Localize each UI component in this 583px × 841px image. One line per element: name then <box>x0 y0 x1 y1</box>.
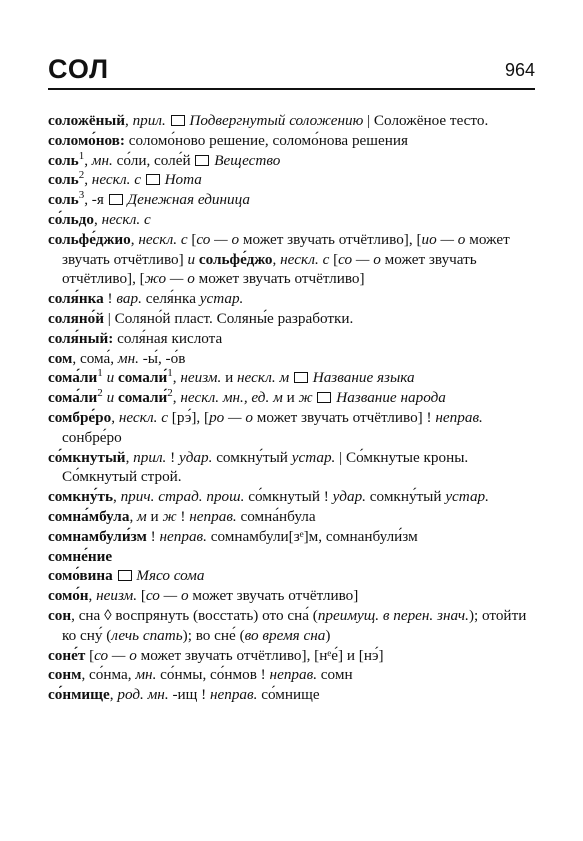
label-italic: прил. <box>133 448 167 466</box>
dictionary-body <box>48 111 535 705</box>
label-italic: Денежная единица <box>123 191 250 209</box>
homonym-index: 1 <box>97 367 103 380</box>
label-italic: неправ. <box>269 666 317 684</box>
page-header <box>48 54 535 84</box>
page-number: 964 <box>504 60 535 80</box>
label-italic: неизм. <box>180 369 222 387</box>
entry-text: ); отойти ко сну́ ( <box>62 606 527 644</box>
entry-text: и <box>221 369 238 387</box>
entry-text: , сна ◊ воспрянуть (восстать) ото сна́ ( <box>71 606 318 624</box>
dictionary-entry <box>48 448 535 488</box>
label-italic: Подвергнутый соложению <box>185 112 364 129</box>
dictionary-entry <box>48 388 535 408</box>
label-italic: Вещество <box>210 151 281 169</box>
entry-text: ); во сне́ ( <box>182 626 245 644</box>
headword: соляно́й <box>48 309 104 327</box>
label-italic: преимущ. в перен. знач. <box>317 606 469 624</box>
entry-text: со́мкнутый ! <box>244 488 333 506</box>
entry-text: может звучать отчётливо], [нᵉе́] и [нэ́] <box>136 646 384 664</box>
dictionary-entry <box>48 131 535 151</box>
label-italic: со — о <box>338 250 381 268</box>
label-italic: неправ. <box>435 408 483 426</box>
dictionary-entry <box>48 507 535 527</box>
label-italic: ж <box>298 389 313 407</box>
label-italic: прил. <box>132 112 166 129</box>
headword: соля́нка <box>48 290 104 308</box>
headword: сома́ли <box>48 389 98 407</box>
label-italic: удар. <box>332 488 366 506</box>
dictionary-entry <box>48 487 535 507</box>
entry-text: селя́нка <box>141 290 200 308</box>
label-italic: удар. <box>179 448 213 466</box>
entry-text: , <box>109 686 118 704</box>
label-italic: устар. <box>445 488 489 506</box>
header-rule <box>48 88 535 90</box>
dictionary-entry <box>48 190 535 210</box>
headword: со́мкнутый <box>48 448 126 466</box>
headword: соля́ный: <box>48 329 114 347</box>
entry-text: и <box>146 507 163 525</box>
entry-text: , <box>93 210 102 228</box>
label-italic: ро — о <box>209 408 253 426</box>
definition-box-icon <box>109 194 123 205</box>
label-italic: нескл. с <box>91 171 141 189</box>
entry-text: сомн <box>317 666 353 684</box>
homonym-index: 2 <box>97 387 103 400</box>
entry-text: соломо́ново решение, соломо́нова решения <box>124 131 408 149</box>
entry-text: сомнамбули[зᵉ]м, сомнанбули́зм <box>206 527 418 545</box>
label-italic: Название языка <box>308 369 415 387</box>
entry-text: , <box>125 448 134 466</box>
label-italic: лечь спать <box>111 626 183 644</box>
label-italic: неправ. <box>209 686 258 704</box>
dictionary-entry <box>48 210 535 230</box>
entry-text: может звучать отчётливо] <box>62 230 510 268</box>
entry-text: сомкну́тый <box>365 488 446 506</box>
entry-text: [ <box>137 587 146 605</box>
homonym-index: 2 <box>167 387 173 400</box>
headword: сомо́вина <box>48 567 113 585</box>
entry-text: , со́нма, <box>81 666 136 684</box>
headword: соломо́нов: <box>48 131 125 149</box>
label-italic: мн. <box>91 151 113 169</box>
entry-text: может звучать отчётливо], [ <box>239 230 422 248</box>
label-italic: мн. <box>117 349 139 367</box>
entry-text: со́нмы, со́нмов ! <box>156 666 270 684</box>
entry-text: [ <box>329 250 339 268</box>
headword: сомали́ <box>117 369 168 387</box>
headword: сонм <box>48 666 82 684</box>
dictionary-entry <box>48 230 535 289</box>
label-italic: ио — о <box>421 230 466 248</box>
label-italic: ж <box>162 507 177 525</box>
entry-text: | Со́мкнутые кроны. Со́мкнутый строй. <box>62 448 469 486</box>
headword: со́льдо <box>48 210 94 228</box>
dictionary-entry <box>48 349 535 369</box>
dictionary-entry <box>48 646 535 666</box>
dictionary-entry <box>48 111 535 131</box>
entry-text: ! <box>166 448 180 466</box>
running-head: СОЛ <box>48 54 110 84</box>
entry-text: ! <box>146 527 160 545</box>
label-italic: и <box>187 250 196 268</box>
entry-text: и <box>282 389 299 407</box>
entry-text: | Соляно́й пласт. Соляны́е разработки. <box>103 309 354 327</box>
headword: сомна́мбула <box>48 507 130 525</box>
label-italic: нескл. с <box>118 408 168 426</box>
label-italic: нескл. с <box>138 230 188 248</box>
label-italic: и <box>106 389 115 407</box>
dictionary-entry <box>48 368 535 388</box>
headword: сомали́ <box>117 389 168 407</box>
entry-text <box>166 112 170 129</box>
homonym-index: 3 <box>78 189 85 202</box>
entry-text: , <box>84 171 92 189</box>
label-italic: мн. <box>135 666 157 684</box>
headword: соложёный <box>48 112 125 129</box>
headword: сомо́н <box>48 587 89 605</box>
dictionary-entry <box>48 408 535 448</box>
headword: сомкну́ть <box>48 488 113 506</box>
entry-text: сомна́нбула <box>236 507 316 525</box>
label-italic: неправ. <box>159 527 207 545</box>
entry-text: соля́ная кислота <box>113 329 223 347</box>
entry-text: со́ли, соле́й <box>112 151 195 169</box>
headword: сольфе́джо <box>198 250 273 268</box>
entry-text: ! <box>176 507 190 525</box>
label-italic: во время сна <box>244 626 326 644</box>
label-italic: Мясо сома <box>132 567 205 585</box>
entry-text: -ищ ! <box>168 686 210 704</box>
label-italic: со — о <box>145 587 189 605</box>
dictionary-entry <box>48 309 535 329</box>
headword: соль <box>48 171 79 189</box>
definition-box-icon <box>118 570 132 581</box>
dictionary-entry <box>48 151 535 171</box>
entry-text <box>113 567 117 584</box>
dictionary-entry <box>48 665 535 685</box>
headword: сом <box>48 349 73 367</box>
entry-text: может звучать отчётливо] <box>188 587 359 605</box>
entry-text: | Соложёное тесто. <box>363 112 489 129</box>
headword: сома́ли <box>48 369 98 387</box>
entry-text: , <box>88 587 97 605</box>
entry-text: , <box>172 389 181 407</box>
label-italic: устар. <box>291 448 336 466</box>
headword: сомнамбули́зм <box>48 527 147 545</box>
headword: сольфе́джио <box>48 230 131 248</box>
dictionary-entry <box>48 329 535 349</box>
label-italic: неизм. <box>96 587 138 605</box>
homonym-index: 2 <box>78 169 85 182</box>
entry-text <box>289 369 293 386</box>
entry-text: может звучать отчётливо] ! <box>252 408 436 426</box>
label-italic: нескл. м <box>237 369 290 387</box>
label-italic: Название народа <box>332 389 446 407</box>
entry-text: , <box>272 250 281 268</box>
label-italic: Нота <box>160 171 202 189</box>
entry-text: [рэ́], [ <box>168 408 210 426</box>
label-italic: м <box>137 507 147 525</box>
label-italic: жо — о <box>144 270 195 288</box>
label-italic: нескл. мн., ед. м <box>180 389 283 407</box>
homonym-index: 1 <box>167 367 173 380</box>
label-italic: род. мн. <box>117 686 169 704</box>
entry-text: может звучать отчётливо], [ <box>62 250 477 288</box>
entry-text: , <box>124 112 133 129</box>
entry-text: , сома́, <box>72 349 118 367</box>
entry-text: сонбре́ро <box>62 428 122 446</box>
dictionary-entry <box>48 566 535 586</box>
label-italic: и <box>106 369 115 387</box>
entry-text: , <box>129 507 138 525</box>
label-italic: со — о <box>94 646 137 664</box>
entry-text <box>313 389 317 406</box>
entry-text: , <box>130 230 139 248</box>
headword: сон <box>48 606 72 624</box>
entry-text: , <box>111 408 119 426</box>
entry-text: [ <box>187 230 197 248</box>
headword: соне́т <box>48 646 86 664</box>
dictionary-entry <box>48 527 535 547</box>
entry-text: сомкну́тый <box>212 448 292 466</box>
headword: соль <box>48 191 79 209</box>
dictionary-entry <box>48 606 535 646</box>
dictionary-entry <box>48 586 535 606</box>
dictionary-entry <box>48 170 535 190</box>
definition-box-icon <box>195 155 209 166</box>
entry-text: ! <box>103 290 117 308</box>
definition-box-icon <box>171 115 185 126</box>
label-italic: вар. <box>116 290 142 308</box>
label-italic: устар. <box>199 290 244 308</box>
entry-text: со́мнище <box>257 686 320 704</box>
definition-box-icon <box>294 372 308 383</box>
dictionary-entry <box>48 289 535 309</box>
label-italic: со — о <box>196 230 240 248</box>
dictionary-entry <box>48 547 535 567</box>
label-italic: прич. страд. прош. <box>120 488 245 506</box>
label-italic: нескл. с <box>101 210 151 228</box>
headword: соль <box>48 151 79 169</box>
entry-text: , -я <box>84 191 108 209</box>
entry-text: может звучать отчётливо] <box>194 270 365 288</box>
definition-box-icon <box>146 174 160 185</box>
entry-text <box>141 171 145 188</box>
entry-text: -ы́, -о́в <box>138 349 186 367</box>
headword: сомбре́ро <box>48 408 112 426</box>
entry-text: ) <box>325 626 331 644</box>
headword: сомне́ние <box>48 547 113 565</box>
label-italic: неправ. <box>189 507 237 525</box>
entry-text: [ <box>85 646 95 664</box>
dictionary-entry <box>48 685 535 705</box>
entry-text: , <box>112 488 121 506</box>
homonym-index: 1 <box>78 149 85 162</box>
headword: со́нмище <box>48 686 110 704</box>
definition-box-icon <box>317 392 331 403</box>
entry-text: , <box>172 369 181 387</box>
label-italic: нескл. с <box>280 250 330 268</box>
entry-text: , <box>84 151 92 169</box>
